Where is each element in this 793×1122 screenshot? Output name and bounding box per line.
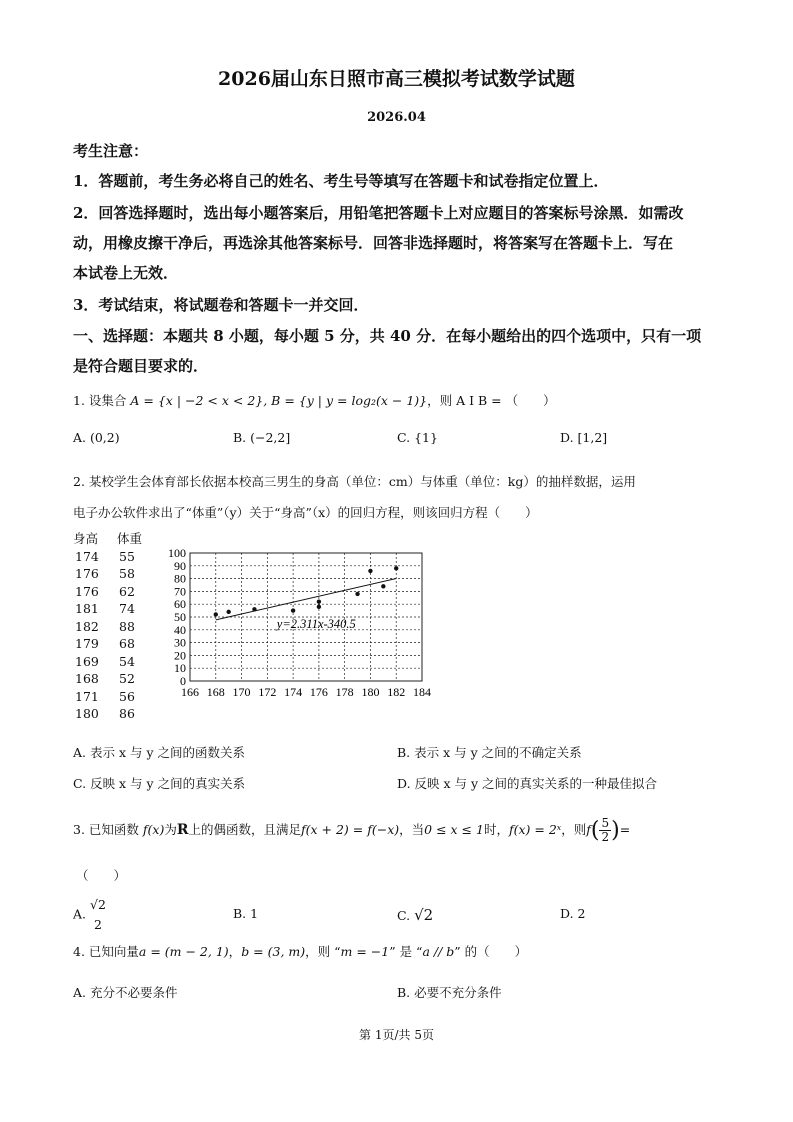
y-tick-label: 40 — [174, 622, 186, 637]
height-weight-table — [73, 530, 142, 723]
x-tick-label: 184 — [413, 685, 431, 699]
table-row — [73, 583, 142, 601]
table-body — [73, 548, 142, 723]
y-tick-label: 60 — [174, 597, 186, 612]
x-tick-label: 166 — [181, 685, 199, 699]
weight-cell: 54 — [119, 653, 135, 669]
q4-text-1: ，则 “ — [305, 944, 341, 959]
height-cell: 176 — [75, 583, 99, 599]
q3-real-set: R — [176, 822, 189, 838]
q3-text-4: 时， — [483, 822, 509, 837]
data-point — [317, 605, 321, 609]
table-row — [73, 548, 142, 566]
q3-option-a-num: √2 — [90, 897, 106, 912]
q2-line-1: 2. 某校学生会体育部长依据本校高三男生的身高（单位：cm）与体重（单位：kg）的抽样数据，运用 — [73, 474, 636, 489]
y-tick-label: 90 — [174, 558, 186, 573]
height-cell: 181 — [75, 601, 99, 616]
x-tick-label: 168 — [206, 685, 225, 699]
data-point — [368, 569, 372, 573]
notice-item-3: 3．考试结束，将试题卷和答题卡一并交回． — [73, 296, 369, 314]
header-weight: 体重 — [117, 531, 143, 546]
x-tick-label: 176 — [309, 685, 328, 699]
table-row — [73, 705, 142, 723]
table-header — [73, 530, 142, 548]
q3-frac-num: 5 — [601, 816, 610, 830]
q4-separator: ， — [228, 944, 242, 959]
q3-text-1: 为 — [164, 822, 177, 837]
weight-cell: 88 — [119, 618, 135, 634]
q4-option-b: B. 必要不充分条件 — [397, 985, 502, 1000]
q3-option-c-label: C. — [397, 908, 411, 923]
q1-set-b: , B = {y | y = log₂(x − 1)} — [263, 393, 428, 408]
q3-text-3: ，当 — [399, 822, 425, 837]
q3-definition: f(x) = 2ˣ — [508, 822, 562, 837]
question-1 — [73, 391, 556, 409]
height-cell: 176 — [75, 566, 99, 581]
height-cell: 179 — [75, 636, 99, 651]
table-row — [73, 600, 142, 618]
y-tick-label: 50 — [174, 610, 186, 624]
q3-frac-den: 2 — [601, 830, 610, 844]
table-row — [73, 565, 142, 583]
q3-option-c — [397, 906, 433, 924]
q1-set-a: A = {x | −2 < x < 2} — [130, 393, 264, 408]
q4-condition-2: a // b — [422, 944, 455, 959]
notice-item-2-line-1: 2．回答选择题时，选出每小题答案后，用铅笔把答题卡上对应题目的答案标号涂黑．如需改 — [73, 204, 684, 222]
x-tick-label: 178 — [335, 685, 354, 699]
regression-equation: y=2.311x-340.5 — [276, 616, 356, 631]
q2-option-a: A. 表示 x 与 y 之间的函数关系 — [73, 745, 245, 760]
q4-vector-a: a = (m − 2, 1) — [138, 944, 229, 959]
weight-cell: 55 — [119, 548, 135, 564]
q3-option-a-label: A. — [73, 906, 87, 922]
q3-option-c-value: √2 — [414, 906, 434, 924]
q1-suffix: ，则 A I B = （ ） — [427, 393, 556, 408]
q3-ask-f: f — [586, 822, 591, 837]
weight-cell: 56 — [119, 688, 135, 704]
q3-equation: f(x + 2) = f(−x) — [301, 822, 400, 837]
y-tick-label: 100 — [168, 546, 186, 560]
y-tick-label: 20 — [174, 648, 186, 663]
section-1-line-1: 一、选择题：本题共 8 小题，每小题 5 分，共 40 分．在每小题给出的四个选项中，只有一项 — [73, 327, 702, 345]
header-height: 身高 — [73, 531, 99, 546]
q3-option-a — [73, 895, 106, 935]
q3-ask-tail: = — [619, 822, 631, 837]
notice-item-2-line-3: 本试卷上无效． — [73, 264, 179, 282]
y-tick-label: 80 — [174, 571, 186, 586]
table-row — [73, 653, 142, 671]
q2-option-c: C. 反映 x 与 y 之间的真实关系 — [73, 776, 246, 791]
question-4 — [73, 942, 527, 960]
q4-condition-1: m = −1 — [340, 944, 390, 959]
q1-option-a: A. (0,2) — [73, 430, 120, 445]
height-cell: 182 — [75, 618, 99, 634]
data-point — [355, 592, 359, 596]
q2-option-b: B. 表示 x 与 y 之间的不确定关系 — [397, 745, 582, 760]
height-cell: 168 — [75, 671, 99, 686]
q3-fraction — [599, 817, 611, 844]
height-cell: 169 — [75, 653, 99, 669]
weight-cell: 52 — [119, 671, 135, 686]
data-point — [252, 607, 256, 611]
q4-option-a: A. 充分不必要条件 — [73, 985, 178, 1000]
x-tick-label: 180 — [361, 685, 380, 699]
exam-date: 2026.04 — [367, 110, 426, 125]
height-cell: 180 — [75, 706, 99, 721]
q1-prefix: 1. 设集合 — [73, 393, 127, 408]
y-tick-label: 10 — [174, 661, 186, 676]
table-row — [73, 688, 142, 706]
notice-heading: 考生注意： — [73, 142, 149, 160]
weight-cell: 68 — [119, 636, 135, 651]
weight-cell: 74 — [119, 601, 135, 616]
y-tick-label: 70 — [174, 584, 186, 599]
height-cell: 171 — [75, 688, 99, 704]
x-tick-label: 170 — [232, 685, 251, 699]
data-point — [317, 599, 321, 603]
q1-option-d: D. [1,2] — [560, 430, 608, 445]
q3-option-a-den: 2 — [93, 917, 102, 932]
data-point — [394, 566, 398, 570]
x-tick-label: 172 — [258, 685, 277, 699]
q3-prefix: 3. 已知函数 — [73, 822, 139, 837]
table-row — [73, 670, 142, 688]
q4-text-2: ” 是 “ — [389, 944, 423, 959]
q3-text-2: 上的偶函数，且满足 — [188, 822, 301, 837]
x-tick-label: 174 — [284, 685, 303, 699]
section-1-line-2: 是符合题目要求的． — [73, 357, 209, 375]
data-point — [214, 612, 218, 616]
notice-item-2-line-2: 动，用橡皮擦干净后，再选涂其他答案标号．回答非选择题时，将答案写在答题卡上．写在 — [73, 234, 674, 252]
q3-text-5: ，则 — [561, 822, 587, 837]
scatter-plot — [160, 545, 455, 705]
weight-cell: 58 — [119, 566, 135, 581]
weight-cell: 62 — [119, 583, 135, 599]
data-point — [226, 610, 230, 614]
data-point — [381, 584, 385, 588]
page-footer: 第 1页/共 5页 — [359, 1028, 434, 1042]
notice-item-1: 1．答题前，考生务必将自己的姓名、考生号等填写在答题卡和试卷指定位置上． — [73, 172, 609, 190]
q2-line-2: 电子办公软件求出了“体重”（y）关于“身高”（x）的回归方程，则该回归方程（ ） — [73, 505, 538, 520]
q3-answer-paren: （ ） — [76, 868, 127, 883]
data-point — [291, 608, 295, 612]
y-tick-label: 0 — [180, 674, 186, 688]
question-3: 3. 已知函数 f(x)为R上的偶函数，且满足f(x + 2) = f(−x)，当0 ≤ x ≤ 1时，f(x) = 2ˣ，则f( $\frac{5}{2}$ )= — [73, 816, 631, 844]
q3-condition: 0 ≤ x ≤ 1 — [424, 822, 484, 837]
q3-option-d: D. 2 — [560, 906, 586, 921]
table-row — [73, 635, 142, 653]
q3-option-b: B. 1 — [233, 906, 259, 921]
q3-fx: f(x) — [142, 822, 165, 837]
height-cell: 174 — [75, 548, 99, 564]
table-row — [73, 618, 142, 636]
q4-vector-b: b = (3, m) — [241, 944, 306, 959]
q2-option-d: D. 反映 x 与 y 之间的真实关系的一种最佳拟合 — [397, 776, 658, 791]
weight-cell: 86 — [119, 706, 135, 721]
y-tick-label: 30 — [174, 635, 186, 650]
x-tick-label: 182 — [387, 685, 406, 699]
q4-text-3: ” 的（ ） — [454, 944, 528, 959]
exam-title: 2026届山东日照市高三模拟考试数学试题 — [218, 68, 575, 90]
q3-option-a-fraction — [90, 895, 106, 935]
q1-option-b: B. (−2,2] — [233, 430, 291, 445]
regression-line — [216, 578, 396, 619]
q1-option-c: C. {1} — [397, 430, 438, 445]
q4-prefix: 4. 已知向量 — [73, 944, 139, 959]
